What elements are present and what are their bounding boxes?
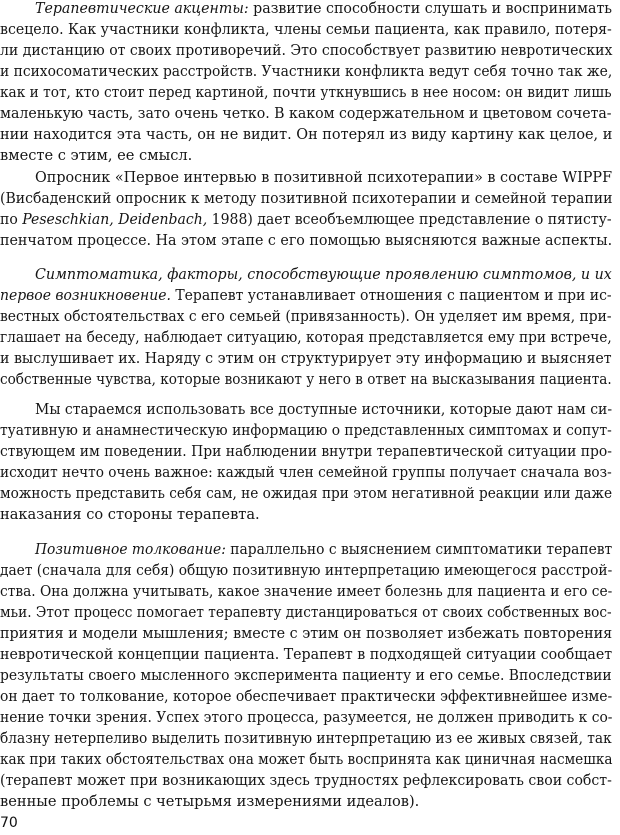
italic-heading: Терапевтические акценты: — [35, 0, 249, 17]
text-line: и психосоматических расстройств. Участники конфликта ведут себя точно так же, — [0, 63, 613, 80]
text-line: нии находится эта часть, он не видит. Он потерял из виду картину как целое, и — [0, 126, 613, 143]
text-line: маленькую часть, зато очень четко. В каком содержательном и цветовом сочета- — [0, 105, 612, 122]
text-line: блазну нетерпеливо выделить позитивную интерпретацию из ее живых связей, так — [0, 730, 612, 747]
italic-heading: Позитивное толкование: — [35, 541, 226, 558]
text-line: собственные чувства, которые возникают у него в ответ на высказывания пациента. — [0, 371, 612, 388]
text-line: наказания со стороны терапевта. — [0, 506, 260, 523]
text-line: мьи. Этот процесс помогает терапевту дистанцироваться от своих собственных вос- — [0, 604, 612, 621]
text-line: (Висбаденский опросник к методу позитивной психотерапии и семейной терапии — [0, 190, 613, 207]
text-line: Опросник «Первое интервью в позитивной психотерапии» в составе WIPPF — [35, 169, 613, 186]
citation-authors: Peseschkian, Deidenbach, — [22, 211, 208, 228]
text-line — [35, 266, 612, 284]
text-line: невротической концепции пациента. Терапевт в подходящей ситуации сообщает — [0, 646, 613, 663]
line-text: развитие способности слушать и воспринимать — [248, 0, 613, 17]
text-line: ствующем им поведении. При наблюдении внутри терапевтической ситуации про- — [0, 443, 612, 460]
text-line: пенчатом процессе. На этом этапе с его помощью выясняются важные аспекты. — [0, 232, 613, 249]
italic-heading: Симптоматика, факторы, способствующие проявлению симптомов, и их — [35, 266, 612, 283]
text-line: ства. Она должна учитывать, какое значение имеет болезнь для пациента и его се- — [0, 583, 613, 600]
italic-heading: первое возникновение. — [0, 287, 171, 304]
text-line: нение точки зрения. Успех этого процесса, разумеется, не должен приводить к со- — [0, 709, 613, 726]
text-line: приятия и модели мышления; вместе с этим он позволяет избежать повторения — [0, 625, 613, 642]
text-line — [35, 0, 612, 18]
text-line: всецело. Как участники конфликта, члены семьи пациента, как правило, потеря- — [0, 21, 612, 38]
text-line: (терапевт может при возникающих здесь трудностях рефлексировать свои собст- — [0, 772, 612, 789]
line-text: Терапевт устанавливает отношения с пациентом и при ис- — [170, 287, 612, 304]
text-line — [35, 541, 612, 559]
line-text: параллельно с выяснением симптоматики терапевт — [225, 541, 613, 558]
line-text: 1988) дает всеобъемлющее представление о пятисту- — [207, 211, 612, 228]
page-number: 70 — [0, 815, 18, 831]
line-text: по — [0, 211, 23, 228]
text-line: исходит нечто очень важное: каждый член семейной группы получает сначала воз- — [0, 464, 612, 481]
text-line: результаты своего мысленного эксперимента пациенту и его семье. Впоследствии — [0, 667, 612, 684]
text-line: Мы стараемся использовать все доступные источники, которые дают нам си- — [35, 401, 613, 418]
text-line: вестных обстоятельствах с его семьей (привязанность). Он уделяет им время, при- — [0, 308, 612, 325]
text-line: и выслушивает их. Наряду с этим он структурирует эту информацию и выясняет — [0, 350, 612, 367]
text-line: он дает то толкование, которое обеспечивает практически эффективнейшее изме- — [0, 688, 613, 705]
text-line: дает (сначала для себя) общую позитивную интерпретацию имеющегося расстрой- — [0, 562, 613, 579]
text-line: венные проблемы с четырьмя измерениями идеалов). — [0, 793, 420, 810]
text-line: вместе с этим, ее смысл. — [0, 147, 193, 164]
text-line: туативную и анамнестическую информацию о представленных симптомах и сопут- — [0, 422, 612, 439]
text-line: ли дистанцию от своих противоречий. Это способствует развитию невротических — [0, 42, 613, 59]
text-line — [0, 287, 612, 305]
text-line — [0, 211, 612, 229]
text-line: можность представить себя сам, не ожидая при этом негативной реакции или даже — [0, 485, 613, 502]
text-line: глашает на беседу, наблюдает ситуацию, которая представляется ему при встрече, — [0, 329, 612, 346]
text-line: как при таких обстоятельствах она может быть воспринята как циничная насмешка — [0, 751, 613, 768]
text-line: как и тот, кто стоит перед картиной, почти уткнувшись в нее носом: он видит лишь — [0, 84, 612, 101]
